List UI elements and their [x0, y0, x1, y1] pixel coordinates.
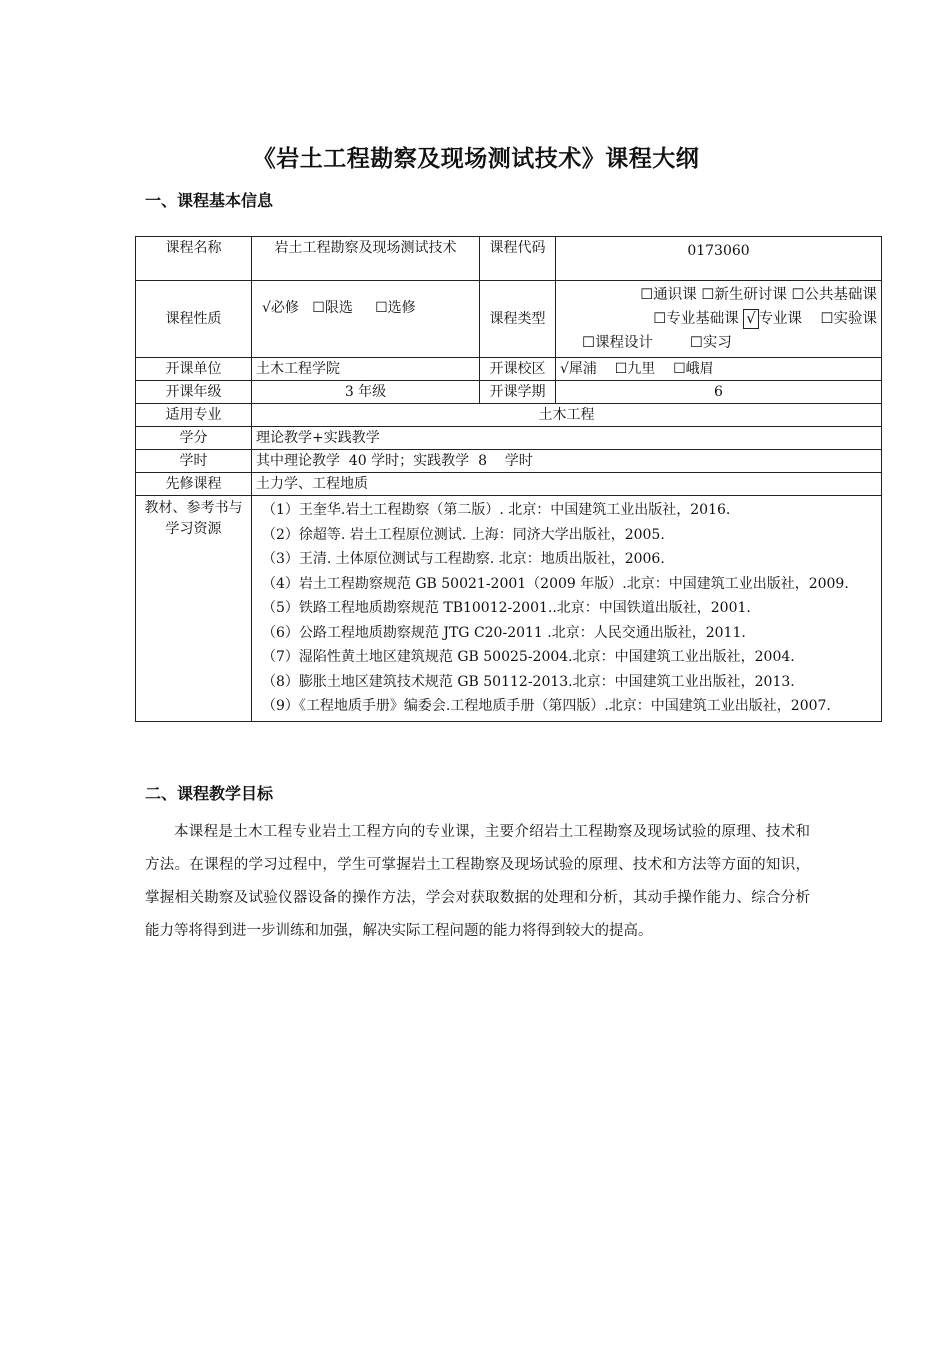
table-row	[136, 427, 882, 450]
type-option-internship[interactable]: ☐实习	[689, 335, 732, 351]
prereq-label: 先修课程	[136, 473, 252, 496]
table-row	[136, 281, 882, 358]
list-item: （3）王清. 土体原位测试与工程勘察. 北京：地质出版社，2006.	[262, 551, 665, 567]
course-code-value: 0173060	[556, 237, 882, 281]
list-item: （9）《工程地质手册》编委会.工程地质手册（第四版）.北京：中国建筑工业出版社，2007.	[262, 698, 831, 714]
year-value: 3 年级	[252, 381, 480, 404]
table-row	[136, 496, 882, 722]
type-option-freshman-seminar[interactable]: ☐新生研讨课	[701, 287, 787, 303]
references-list	[252, 496, 882, 722]
course-name-label: 课程名称	[136, 237, 252, 281]
type-option-major-basic[interactable]: ☐专业基础课	[653, 311, 739, 327]
list-item: （5）铁路工程地质勘察规范 TB10012-2001..北京：中国铁道出版社，2001.	[262, 600, 751, 616]
nature-option-elective[interactable]: ☐选修	[375, 300, 416, 316]
type-option-general[interactable]: ☐通识课	[640, 287, 697, 303]
section-heading-objectives: 二、课程教学目标	[145, 784, 274, 803]
course-code-label: 课程代码	[480, 237, 556, 281]
table-row	[136, 404, 882, 427]
section-heading-basic-info: 一、课程基本信息	[145, 191, 274, 210]
dept-label: 开课单位	[136, 358, 252, 381]
campus-label: 开课校区	[480, 358, 556, 381]
credit-value: 理论教学+实践教学	[252, 427, 882, 450]
hours-value: 其中理论教学 40 学时；实践教学 8 学时	[252, 450, 882, 473]
objective-paragraph: 本课程是土木工程专业岩土工程方向的专业课，主要介绍岩土工程勘察及现场试验的原理、技术和方法。在课程的学习过程中，学生可掌握岩土工程勘察及现场试验的原理、技术和方法等方面的知识，掌握相关勘察及试验仪器设备的操作方法，学会对获取数据的处理和分析，其动手操作能力、综合分析能力等将得到进一步训练和加强，解决实际工程问题的能力将得到较大的提高。	[145, 824, 810, 939]
type-option-major-check[interactable]: √	[743, 309, 758, 329]
list-item: （7）湿陷性黄土地区建筑规范 GB 50025-2004.北京：中国建筑工业出版社，2004.	[262, 649, 795, 665]
list-item: （8）膨胀土地区建筑技术规范 GB 50112-2013.北京：中国建筑工业出版社，2013.	[262, 673, 795, 690]
materials-label: 教材、参考书与学习资源	[136, 496, 252, 722]
table-row	[136, 381, 882, 404]
nature-option-required[interactable]: √必修	[262, 300, 299, 316]
prereq-value: 土力学、工程地质	[252, 473, 882, 496]
course-info-table	[135, 236, 882, 722]
campus-option-jiuli[interactable]: ☐九里	[614, 361, 656, 377]
year-label: 开课年级	[136, 381, 252, 404]
major-value: 土木工程	[252, 404, 882, 427]
page-title: 《岩土工程勘察及现场测试技术》课程大纲	[252, 146, 700, 172]
course-type-options	[556, 281, 882, 358]
course-type-label: 课程类型	[480, 281, 556, 358]
major-label: 适用专业	[136, 404, 252, 427]
type-option-experiment[interactable]: ☐实验课	[820, 311, 877, 327]
hours-label: 学时	[136, 450, 252, 473]
semester-value: 6	[556, 381, 882, 404]
course-name-value: 岩土工程勘察及现场测试技术	[252, 237, 480, 281]
table-row	[136, 450, 882, 473]
dept-value: 土木工程学院	[252, 358, 480, 381]
semester-label: 开课学期	[480, 381, 556, 404]
type-option-major: 专业课	[758, 311, 803, 327]
list-item: （1）王奎华.岩土工程勘察（第二版）. 北京：中国建筑工业出版社，2016.	[262, 502, 731, 518]
campus-option-xipu[interactable]: √犀浦	[560, 361, 597, 377]
campus-options	[556, 358, 882, 381]
list-item: （2）徐超等. 岩土工程原位测试. 上海：同济大学出版社，2005.	[262, 526, 665, 543]
list-item: （4）岩土工程勘察规范 GB 50021-2001（2009 年版）.北京：中国建筑工业出版社，2009.	[262, 575, 849, 592]
credit-label: 学分	[136, 427, 252, 450]
course-nature-label: 课程性质	[136, 281, 252, 358]
course-nature-options	[252, 281, 480, 358]
list-item: （6）公路工程地质勘察规范 JTG C20-2011 .北京：人民交通出版社，2011.	[262, 624, 746, 641]
type-option-course-design[interactable]: ☐课程设计	[582, 335, 653, 351]
type-option-public-basic[interactable]: ☐公共基础课	[791, 287, 877, 303]
campus-option-emei[interactable]: ☐峨眉	[673, 361, 714, 377]
table-row	[136, 358, 882, 381]
table-row	[136, 473, 882, 496]
table-row	[136, 237, 882, 281]
nature-option-limited[interactable]: ☐限选	[312, 300, 353, 316]
